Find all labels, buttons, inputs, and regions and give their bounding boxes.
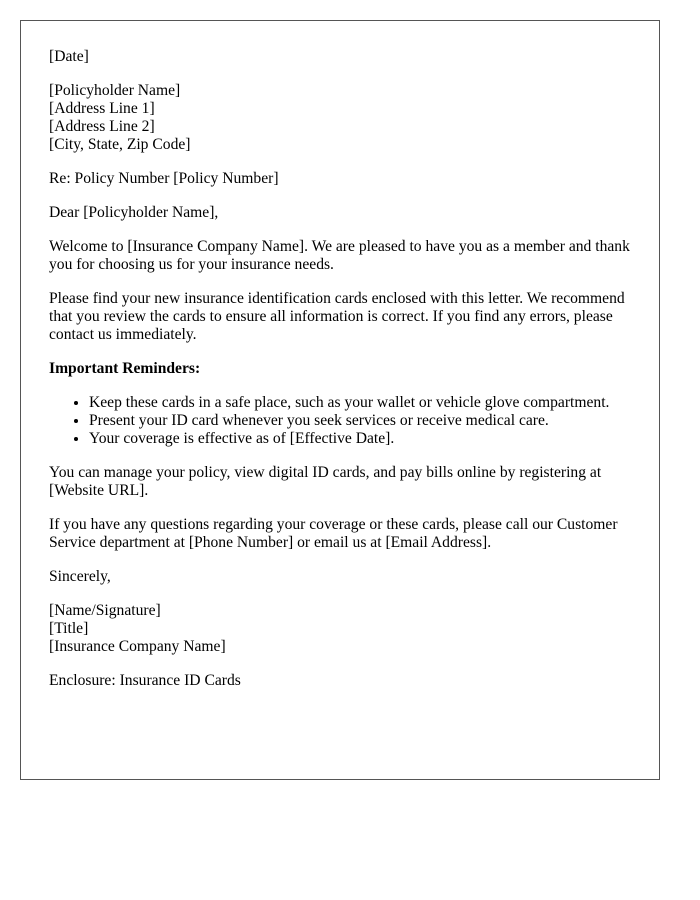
signature-name: [Name/Signature] — [49, 602, 161, 619]
paragraph-questions: If you have any questions regarding your coverage or these cards, please call our Customer Service department at [Phone Number] or email us at [Email Address]. — [49, 516, 618, 551]
list-item: • Keep these cards in a safe place, such as your wallet or vehicle glove compartment. — [89, 394, 631, 412]
list-item: • Your coverage is effective as of [Effective Date]. — [89, 430, 631, 448]
recipient-address-block — [49, 82, 631, 154]
recipient-address-line-1: [Address Line 1] — [49, 100, 155, 117]
recipient-name: [Policyholder Name] — [49, 82, 181, 99]
signature-block — [49, 602, 631, 656]
paragraph-cards: Please find your new insurance identification cards enclosed with this letter. We recommend that you review the cards to ensure all information is correct. If you find any errors, please contact us immediately. — [49, 290, 625, 343]
reminders-heading: Important Reminders: — [49, 360, 201, 377]
signature-company: [Insurance Company Name] — [49, 638, 226, 655]
paragraph-online: You can manage your policy, view digital ID cards, and pay bills online by registering at [Website URL]. — [49, 464, 602, 499]
paragraph-welcome: Welcome to [Insurance Company Name]. We are pleased to have you as a member and thank you for choosing us for your insurance needs. — [49, 238, 630, 273]
recipient-address-line-2: [Address Line 2] — [49, 118, 155, 135]
letter-date: [Date] — [49, 48, 89, 65]
enclosure-line: Enclosure: Insurance ID Cards — [49, 672, 241, 689]
recipient-city-state-zip: [City, State, Zip Code] — [49, 136, 191, 153]
re-line: Re: Policy Number [Policy Number] — [49, 170, 279, 187]
list-item: • Present your ID card whenever you seek services or receive medical care. — [89, 412, 631, 430]
letter-page — [20, 20, 660, 780]
salutation: Dear [Policyholder Name], — [49, 204, 219, 221]
reminders-list — [49, 394, 631, 448]
closing: Sincerely, — [49, 568, 111, 585]
signature-title: [Title] — [49, 620, 89, 637]
